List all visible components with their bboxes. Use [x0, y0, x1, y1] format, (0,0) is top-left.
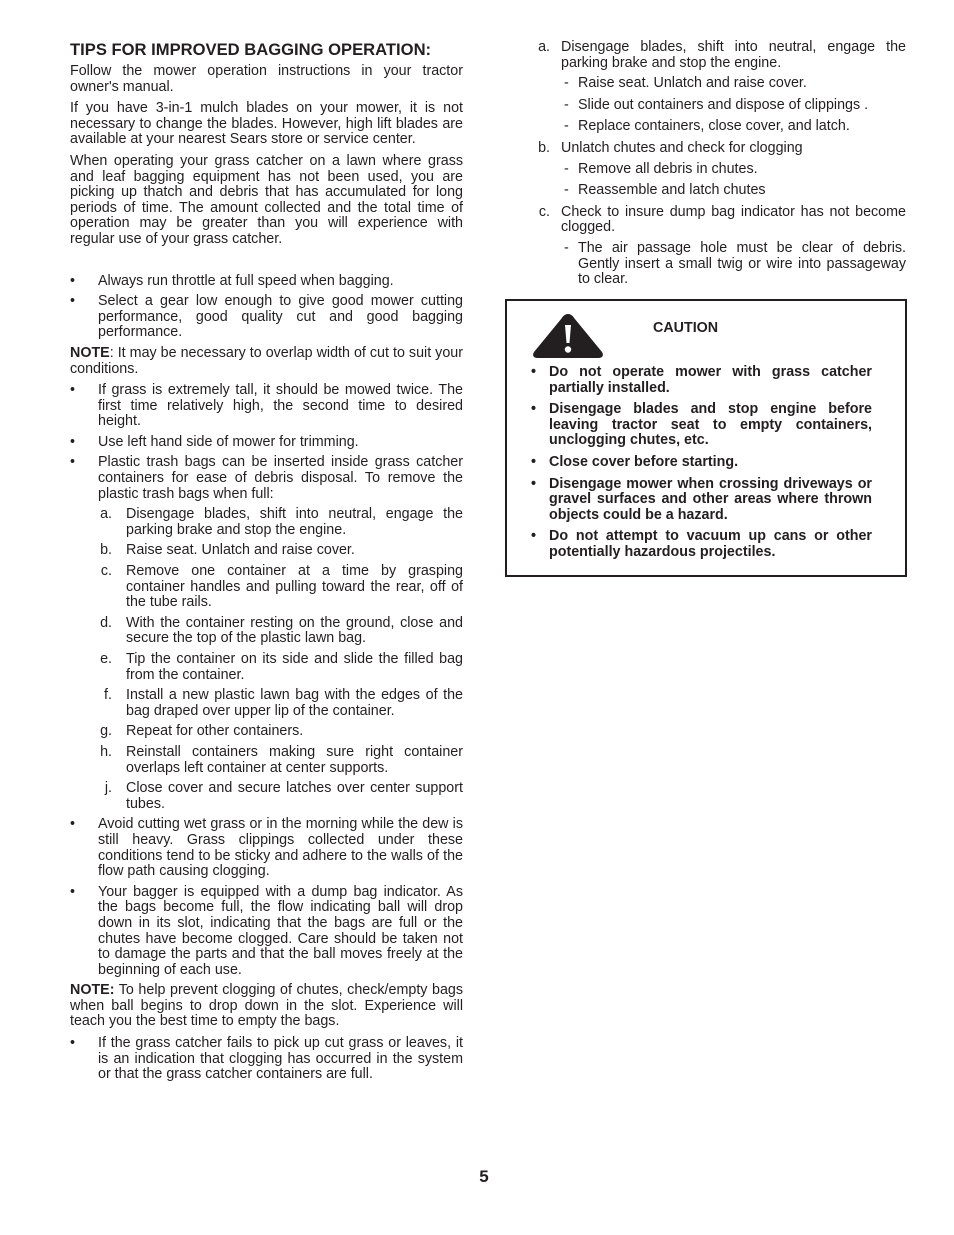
dash-item	[528, 98, 906, 114]
step-letter: e.	[100, 651, 112, 667]
step-text: Check to insure dump bag indicator has not become clogged.	[561, 203, 906, 236]
bullet-glyph: •	[70, 382, 76, 399]
bullet-glyph: •	[70, 433, 76, 450]
step-item	[70, 543, 463, 559]
list-item-text: Select a gear low enough to give good mower cutting performance, good quality cut and good bagging performance.	[98, 293, 463, 341]
right-column	[528, 40, 906, 294]
dash-glyph: -	[564, 118, 569, 135]
step-item	[70, 688, 463, 719]
caution-item	[531, 455, 872, 471]
step-letter: g.	[100, 723, 112, 740]
caution-item-text: Do not attempt to vacuum up cans or other potentially hazardous projectiles.	[549, 528, 872, 560]
intro-paragraph: Follow the mower operation instructions in your tractor owner's manual.	[70, 63, 463, 95]
dash-item-text: Remove all debris in chutes.	[578, 160, 758, 177]
caution-item-text: Close cover before starting.	[549, 453, 739, 470]
step-letter: d.	[100, 614, 112, 631]
bullet-glyph: •	[531, 475, 537, 492]
dash-item	[528, 241, 906, 288]
dash-glyph: -	[564, 96, 569, 113]
dash-item	[528, 119, 906, 135]
list-item-text: Always run throttle at full speed when bagging.	[98, 272, 394, 289]
step-text: Repeat for other containers.	[126, 723, 304, 740]
dash-item-text: Raise seat. Unlatch and raise cover.	[578, 75, 807, 92]
dash-glyph: -	[564, 239, 569, 256]
step-text: Disengage blades, shift into neutral, engage the parking brake and stop the engine.	[126, 506, 463, 538]
note-text: To help prevent clogging of chutes, check/empty bags when ball begins to drop down in the slot. Experience will teach you the best time to empty the bags.	[70, 982, 463, 1030]
list-item	[70, 435, 463, 451]
step-letter: j.	[104, 780, 112, 797]
list-item	[70, 455, 463, 502]
step-letter: a.	[100, 506, 112, 523]
intro-paragraph: If you have 3-in-1 mulch blades on your mower, it is not necessary to change the blades. However, high lift blades are available at your nearest Sears store or service center.	[70, 100, 463, 148]
note-text: : It may be necessary to overlap width of cut to suit your conditions.	[70, 344, 463, 377]
step-text: Remove one container at a time by grasping container handles and pulling toward the rear, off of the tube rails.	[126, 563, 463, 611]
dash-item-text: Reassemble and latch chutes	[578, 182, 766, 199]
step-item	[70, 616, 463, 647]
dash-item-text: The air passage hole must be clear of debris. Gently insert a small twig or wire into passageway to clear.	[578, 239, 906, 288]
step-text: Unlatch chutes and check for clogging	[561, 139, 803, 156]
list-item	[70, 885, 463, 979]
list-item	[70, 294, 463, 341]
dash-glyph: -	[564, 182, 569, 199]
caution-list	[531, 365, 872, 567]
step-item	[70, 724, 463, 740]
caution-title: CAUTION	[653, 320, 719, 336]
list-item-text: If the grass catcher fails to pick up cut grass or leaves, it is an indication that clogging has occurred in the system or that the grass catcher containers are full.	[98, 1035, 463, 1083]
dash-item-text: Replace containers, close cover, and latch.	[578, 118, 850, 135]
step-letter: h.	[100, 743, 112, 760]
note-label: NOTE	[70, 344, 110, 361]
warning-triangle-icon	[529, 311, 607, 359]
bullet-glyph: •	[70, 272, 76, 289]
bullet-glyph: •	[70, 883, 76, 900]
list-item-text: Use left hand side of mower for trimming.	[98, 433, 359, 450]
step-letter: c.	[538, 203, 550, 220]
step-text: Close cover and secure latches over center support tubes.	[126, 780, 463, 812]
list-item-text: Your bagger is equipped with a dump bag indicator. As the bags become full, the flow indicating ball will drop down in its slot, indicating that the bags are full or the chutes have become clogged. Care should be taken not to damage the parts and that the ball moves freely at the beginning of each use.	[98, 883, 463, 978]
dash-item	[528, 183, 906, 199]
step-text: Tip the container on its side and slide the filled bag from the container.	[126, 651, 463, 683]
intro-paragraph: When operating your grass catcher on a lawn where grass and leaf bagging equipment has not been used, you are picking up thatch and debris that has accumulated for long periods of time. The amount collected and the total time of operation may be greater than you will experience with regular use of your grass catcher.	[70, 152, 463, 247]
step-item	[70, 745, 463, 776]
dash-glyph: -	[564, 160, 569, 177]
note-paragraph	[70, 346, 463, 377]
section-heading: TIPS FOR IMPROVED BAGGING OPERATION:	[70, 40, 432, 59]
list-item	[70, 1036, 463, 1083]
step-text: With the container resting on the ground, close and secure the top of the plastic lawn bag.	[126, 614, 463, 647]
procedure-item	[528, 141, 906, 157]
step-text: Disengage blades, shift into neutral, engage the parking brake and stop the engine.	[561, 39, 906, 71]
caution-item	[531, 529, 872, 560]
bullet-glyph: •	[531, 453, 537, 470]
list-item-text: If grass is extremely tall, it should be mowed twice. The first time relatively high, the second time to desired height.	[98, 382, 463, 430]
procedure-item	[528, 40, 906, 71]
list-item-text: Avoid cutting wet grass or in the morning while the dew is still heavy. Grass clippings collected under these conditions tend to be sticky and adhere to the walls of the flow path causing clogging.	[98, 816, 463, 880]
bullet-glyph: •	[70, 1035, 76, 1052]
dash-item	[528, 162, 906, 178]
step-letter: f.	[104, 687, 112, 704]
note-paragraph	[70, 983, 463, 1030]
caution-item	[531, 365, 872, 396]
caution-item-text: Disengage blades and stop engine before leaving tractor seat to empty containers, unclogging chutes, etc.	[549, 401, 872, 449]
caution-item-text: Disengage mower when crossing driveways or gravel surfaces and other areas where thrown objects could be a hazard.	[549, 475, 872, 523]
bullet-glyph: •	[70, 454, 76, 471]
step-item	[70, 507, 463, 538]
step-text: Reinstall containers making sure right container overlaps left container at center supports.	[126, 743, 463, 776]
step-letter: b.	[538, 139, 550, 156]
list-item	[70, 383, 463, 430]
step-item	[70, 781, 463, 812]
caution-item	[531, 402, 872, 449]
procedure-item	[528, 205, 906, 236]
dash-item-text: Slide out containers and dispose of clippings .	[578, 96, 869, 113]
bullet-glyph: •	[531, 401, 537, 418]
caution-item-text: Do not operate mower with grass catcher partially installed.	[549, 364, 872, 396]
spacer	[70, 254, 463, 274]
step-text: Raise seat. Unlatch and raise cover.	[126, 542, 355, 559]
step-letter: b.	[100, 542, 112, 559]
step-text: Install a new plastic lawn bag with the edges of the bag draped over upper lip of the container.	[126, 687, 463, 719]
caution-box	[505, 299, 907, 577]
bullet-glyph: •	[70, 293, 76, 310]
note-label: NOTE:	[70, 982, 115, 999]
bullet-glyph: •	[531, 364, 537, 380]
bullet-glyph: •	[70, 816, 76, 833]
list-item	[70, 817, 463, 879]
bullet-glyph: •	[531, 528, 537, 545]
page-number: 5	[479, 1167, 489, 1186]
dash-glyph: -	[564, 75, 569, 92]
dash-item	[528, 76, 906, 92]
step-letter: a.	[538, 39, 550, 55]
step-item	[70, 564, 463, 611]
caution-item	[531, 477, 872, 524]
list-item	[70, 274, 463, 290]
step-item	[70, 652, 463, 683]
list-item-text: Plastic trash bags can be inserted inside grass catcher containers for ease of debris disposal. To remove the plastic trash bags when full:	[98, 454, 463, 502]
left-column	[70, 40, 463, 1088]
step-letter: c.	[100, 563, 112, 580]
